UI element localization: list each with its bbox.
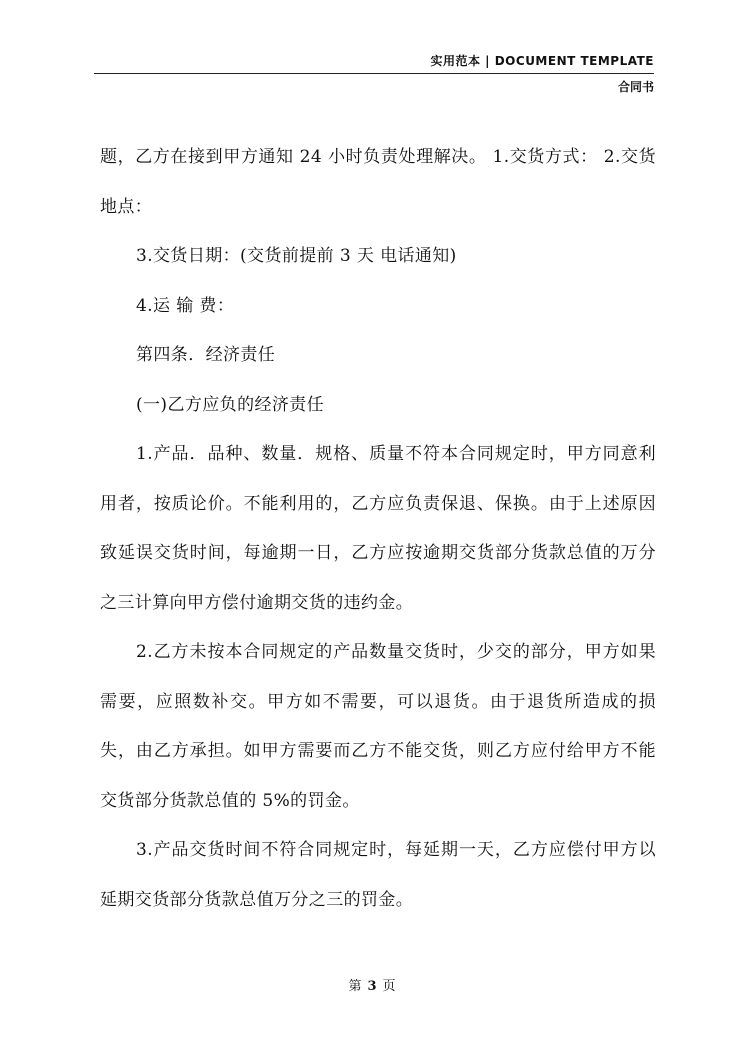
paragraph-clause-1: 1.产品．品种、数量．规格、质量不符本合同规定时，甲方同意利用者，按质论价。不能利用的，乙方应负责保退、保换。由于上述原因致延误交货时间，每逾期一日，乙方应按逾期交货部分货款总值的万分之三计算向甲方偿付逾期交货的违约金。 xyxy=(100,444,656,613)
page-header xyxy=(94,52,654,95)
footer-suffix: 页 xyxy=(382,979,396,994)
paragraph-continuation: 题，乙方在接到甲方通知 24 小时负责处理解决。 1.交货方式： 2.交货地点： xyxy=(100,147,656,217)
document-body xyxy=(100,133,656,925)
paragraph-delivery-date: 3.交货日期：(交货前提前 3 天 电话通知) xyxy=(136,246,457,266)
paragraph-freight: 4.运 输 费： xyxy=(136,295,235,316)
header-title: 实用范本 | DOCUMENT TEMPLATE xyxy=(94,52,654,74)
page-footer xyxy=(0,975,744,994)
header-subtitle: 合同书 xyxy=(617,80,654,94)
page-number: 3 xyxy=(367,979,377,994)
section-heading-article-4: 第四条．经济责任 xyxy=(136,345,276,365)
subsection-heading: (一)乙方应负的经济责任 xyxy=(136,394,325,415)
footer-prefix: 第 xyxy=(348,979,362,994)
paragraph-clause-2: 2.乙方未按本合同规定的产品数量交货时，少交的部分，甲方如果需要，应照数补交。甲方如不需要，可以退货。由于退货所造成的损失，由乙方承担。如甲方需要而乙方不能交货，则乙方应付给甲方不能交货部分货款总值的 5%的罚金。 xyxy=(100,642,656,811)
paragraph-clause-3: 3.产品交货时间不符合同规定时，每延期一天，乙方应偿付甲方以延期交货部分货款总值万分之三的罚金。 xyxy=(100,840,656,910)
